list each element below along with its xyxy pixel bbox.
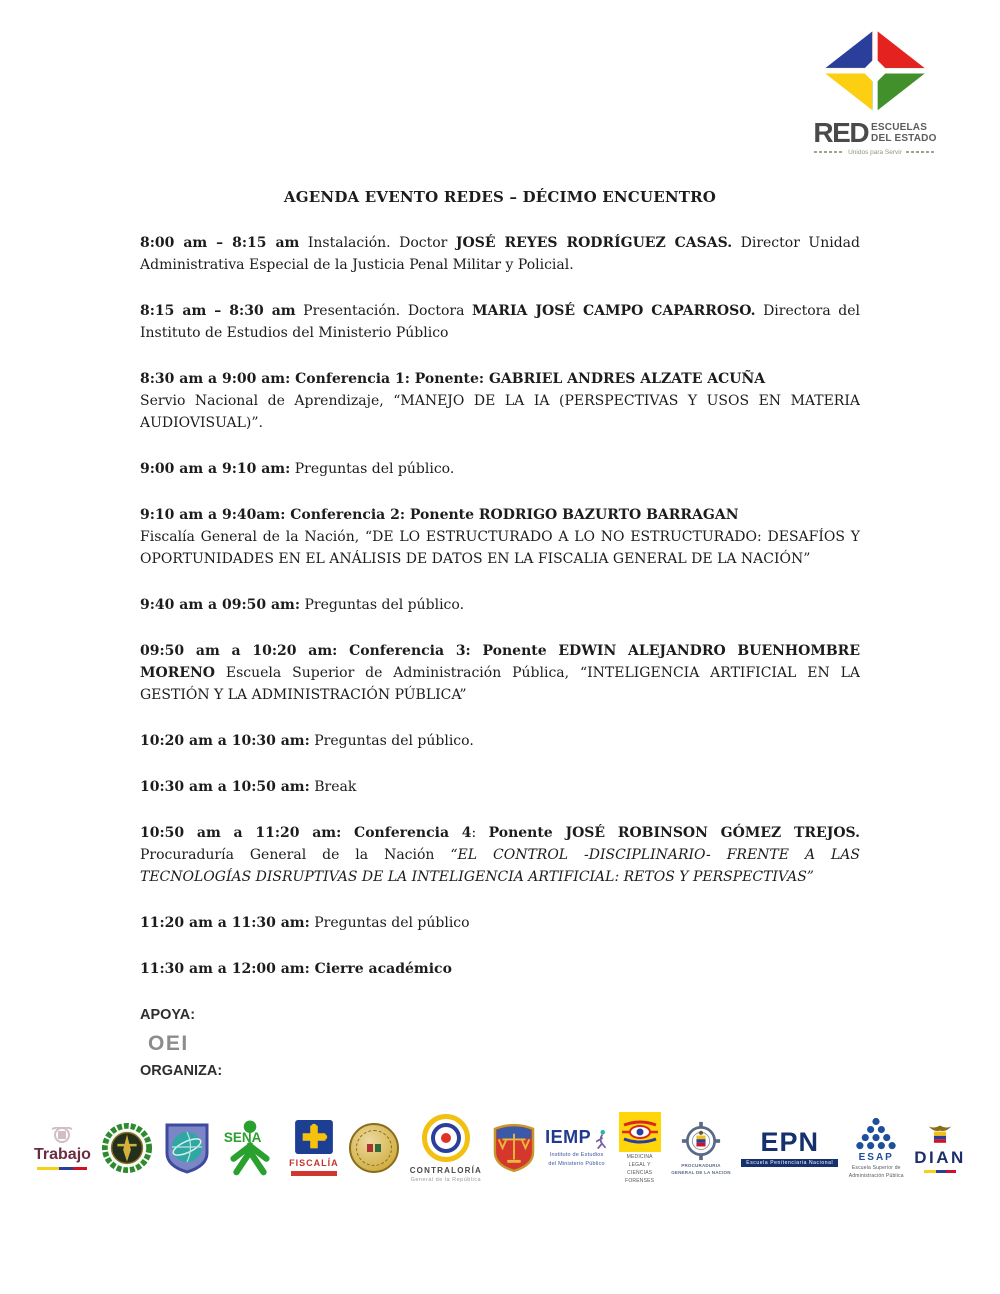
dian-label: DIAN [914, 1148, 966, 1168]
red-escuelas-diamond-icon [816, 24, 934, 120]
agenda-item-10: 10:50 am a 11:20 am: Conferencia 4: Ponente JOSÉ ROBINSON GÓMEZ TREJOS. Procuraduría General de la Nación “EL CONTROL -DISCIPLINARIO- FRENTE A LAS TECNOLOGÍAS DISRUPTIVAS DE LA INTELIGENCIA ARTIFICIAL: RETOS Y PERSPECTIVAS” [140, 825, 861, 885]
epn-logo [741, 1129, 838, 1167]
justice-shield-icon [493, 1123, 535, 1173]
procuraduria-logo [671, 1121, 731, 1176]
medicina-legal-eye-icon [619, 1112, 661, 1152]
esap-logo [849, 1117, 904, 1179]
medicina-caption-line4: FORENSES [625, 1178, 655, 1184]
dian-tricolor-bar [924, 1170, 956, 1173]
ministerio-trabajo-logo [34, 1127, 91, 1170]
brand-wordmark [800, 117, 950, 148]
dian-logo [914, 1123, 966, 1173]
contraloria-sublabel: General de la República [410, 1176, 482, 1183]
brand-word-red: RED [813, 117, 869, 148]
page-title: AGENDA EVENTO REDES – DÉCIMO ENCUENTRO [283, 188, 717, 206]
green-crest-logo [101, 1122, 153, 1174]
esap-label: ESAP [858, 1152, 894, 1163]
procuraduria-caption-line2: GENERAL DE LA NACION [671, 1170, 731, 1175]
fiscalia-puzzle-icon [295, 1120, 333, 1154]
contraloria-logo [410, 1114, 482, 1183]
iemp-figure-icon [593, 1128, 608, 1150]
tagline-dash-left [814, 151, 844, 153]
agenda-item-8: 10:20 am a 10:30 am: Preguntas del público. [140, 733, 474, 749]
iemp-label: IEMP [545, 1127, 592, 1148]
agenda-item-1: 8:00 am – 8:15 am Instalación. Doctor JOSÉ REYES RODRÍGUEZ CASAS. Director Unidad Administrativa Especial de la Justicia Penal Militar y Policial. [140, 235, 860, 273]
brand-tagline-text: Unidos para Servir [848, 148, 902, 156]
medicina-legal-logo [619, 1112, 661, 1184]
red-escuelas-del-estado-logo [800, 24, 950, 156]
gold-seal-icon [349, 1123, 399, 1173]
procuraduria-crosshair-icon [681, 1121, 721, 1161]
sena-logo [221, 1119, 279, 1177]
agenda-item-11: 11:20 am a 11:30 am: Preguntas del público [140, 915, 470, 931]
trabajo-crest-icon [50, 1127, 74, 1145]
agenda-item-2: 8:15 am – 8:30 am Presentación. Doctora MARIA JOSÉ CAMPO CAPARROSO. Directora del Instituto de Estudios del Ministerio Público [140, 303, 860, 341]
esap-dots-icon [854, 1117, 898, 1151]
organizer-logos-strip [0, 1098, 1000, 1198]
agenda-item-5: 9:10 am a 9:40am: Conferencia 2: Ponente RODRIGO BAZURTO BARRAGAN Fiscalía General de la Nación, “DE LO ESTRUCTURADO A LO NO ESTRUCTURADO: DESAFÍOS Y OPORTUNIDADES EN EL ANÁLISIS DE DATOS EN LA FISCALIA GENERAL DE LA NACIÓN” [140, 507, 860, 567]
epn-label: EPN [760, 1127, 819, 1157]
oei-logo: OEI [148, 1032, 189, 1055]
agenda-item-9: 10:30 am a 10:50 am: Break [140, 779, 357, 795]
organiza-label: ORGANIZA: [140, 1063, 223, 1079]
epn-sublabel: Escuela Penitenciaria Nacional [741, 1159, 838, 1167]
globe-shield-icon [164, 1122, 210, 1174]
agenda-item-12: 11:30 am a 12:00 am: Cierre académico [140, 961, 452, 977]
dian-crest-icon [927, 1123, 953, 1147]
medicina-caption-line2: LEGAL Y [628, 1162, 651, 1168]
medicina-caption-line1: MEDICINA [626, 1154, 653, 1160]
esap-caption-line2: Administración Pública [848, 1173, 904, 1179]
fiscalia-logo [289, 1120, 339, 1176]
fiscalia-red-bar [291, 1171, 337, 1176]
sena-label: SENA [223, 1130, 262, 1146]
esap-caption-line1: Escuela Superior de [851, 1165, 901, 1171]
brand-tagline [800, 149, 950, 156]
green-crest-icon [101, 1122, 153, 1174]
contraloria-rings-icon [422, 1114, 470, 1162]
iemp-caption-line2: del Ministerio Público [548, 1161, 605, 1167]
trabajo-tricolor-bar [37, 1167, 87, 1170]
medicina-caption-line3: CIENCIAS [627, 1170, 653, 1176]
brand-word-escuelas: ESCUELAS [871, 122, 928, 133]
justice-shield-logo [493, 1123, 535, 1173]
apoya-label: APOYA: [140, 1007, 196, 1023]
fiscalia-label: FISCALÍA [289, 1158, 339, 1168]
gold-seal-logo [349, 1123, 399, 1173]
agenda-item-6: 9:40 am a 09:50 am: Preguntas del público. [140, 597, 465, 613]
procuraduria-caption-line1: PROCURADURIA [681, 1162, 721, 1168]
agenda-item-4: 9:00 am a 9:10 am: Preguntas del público. [140, 461, 455, 477]
tagline-dash-right [906, 151, 936, 153]
trabajo-label: Trabajo [34, 1145, 91, 1163]
agenda-item-3: 8:30 am a 9:00 am: Conferencia 1: Ponente: GABRIEL ANDRES ALZATE ACUÑA Servio Nacional de Aprendizaje, “MANEJO DE LA IA (PERSPECTIVAS Y USOS EN MATERIA AUDIOVISUAL)”. [140, 371, 860, 431]
contraloria-label: CONTRALORÍA [409, 1165, 482, 1175]
brand-word-del-estado: DEL ESTADO [871, 132, 937, 144]
globe-shield-logo [164, 1122, 210, 1174]
agenda-item-7: 09:50 am a 10:20 am: Conferencia 3: Ponente EDWIN ALEJANDRO BUENHOMBRE MORENO Escuela Superior de Administración Pública, “INTELIGENCIA ARTIFICIAL EN LA GESTIÓN Y LA ADMINISTRACIÓN PÚBLICA” [140, 643, 860, 703]
sena-person-icon [221, 1119, 279, 1177]
iemp-caption-line1: Instituto de Estudios [549, 1152, 604, 1159]
iemp-logo [545, 1128, 608, 1167]
